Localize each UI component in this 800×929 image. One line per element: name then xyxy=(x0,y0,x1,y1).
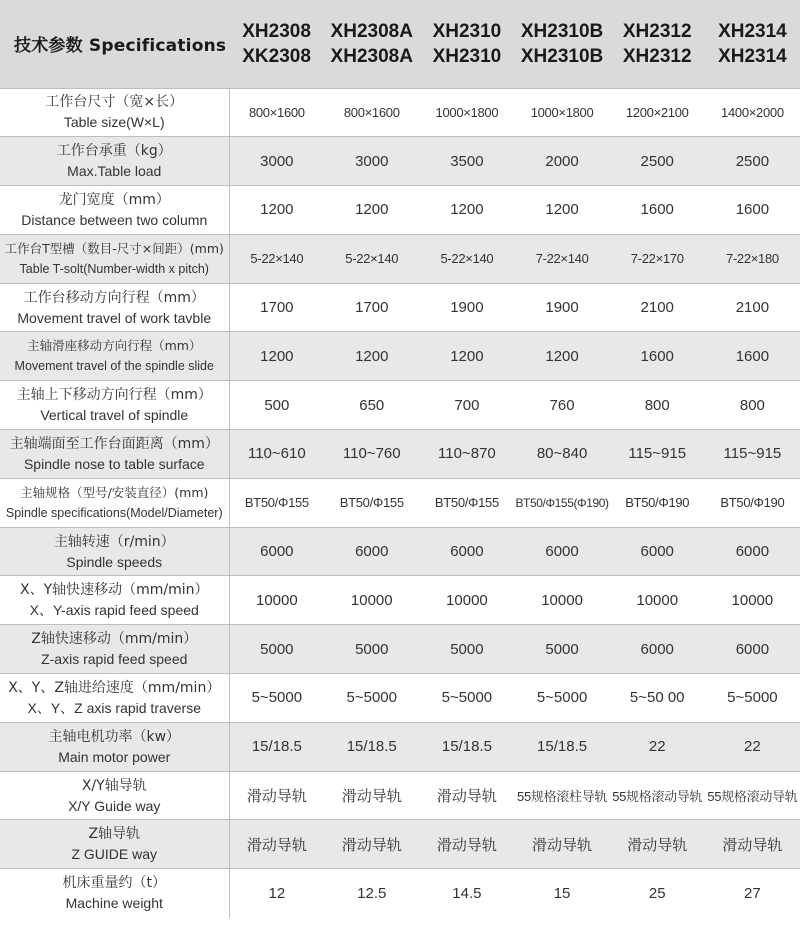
header-row xyxy=(0,0,800,88)
spec-value: 1200 xyxy=(355,347,389,365)
spec-value: 1200 xyxy=(260,347,294,365)
table-row xyxy=(0,722,800,771)
spec-value: 6000 xyxy=(640,543,674,561)
spec-value: 1400×2000 xyxy=(721,104,784,120)
spec-value: 滑动导轨 xyxy=(627,836,688,854)
table-row xyxy=(0,576,800,625)
spec-value: 3500 xyxy=(450,152,484,170)
row-label-english: Distance between two column xyxy=(21,211,208,228)
spec-value: 1900 xyxy=(450,299,484,317)
spec-value: 1200 xyxy=(450,347,484,365)
spec-value: BT50/Φ190 xyxy=(625,495,690,511)
row-label xyxy=(0,88,229,137)
table-row xyxy=(0,283,800,332)
table-row xyxy=(0,820,800,869)
row-label-english: Max.Table load xyxy=(67,163,162,180)
model-header xyxy=(610,0,705,88)
spec-value: 6000 xyxy=(640,640,674,658)
spec-value: 5~5000 xyxy=(536,689,588,707)
row-label xyxy=(0,381,229,430)
table-row xyxy=(0,674,800,723)
spec-value: 760 xyxy=(549,396,575,414)
spec-value: 1200×2100 xyxy=(625,104,689,120)
model-name-alt: XK2308 xyxy=(242,45,311,67)
spec-value: 5-22×140 xyxy=(440,251,494,267)
spec-value: 1900 xyxy=(545,299,579,317)
row-label-english: Spindle speeds xyxy=(66,553,163,570)
spec-value: 115~915 xyxy=(628,445,687,463)
spec-value: 7-22×180 xyxy=(725,251,779,267)
spec-value: 5000 xyxy=(545,640,579,658)
spec-value: 6000 xyxy=(355,543,389,561)
table-row xyxy=(0,527,800,576)
spec-value: 10000 xyxy=(731,591,774,609)
spec-value: 5-22×140 xyxy=(345,251,399,267)
spec-value: 滑动导轨 xyxy=(246,788,307,806)
spec-value: 15/18.5 xyxy=(441,738,492,756)
spec-value: 14.5 xyxy=(452,884,482,902)
spec-value: 55规格滚柱导轨 xyxy=(517,789,608,805)
model-name-alt: XH2308A xyxy=(330,45,413,67)
model-name-alt: XH2314 xyxy=(718,45,787,67)
spec-value: 2500 xyxy=(640,152,674,170)
spec-value: 2100 xyxy=(735,299,770,317)
spec-value: 1000×1800 xyxy=(435,104,499,120)
spec-value: BT50/Φ155(Φ190) xyxy=(515,495,609,510)
spec-value: 5~5000 xyxy=(251,689,303,707)
row-label-chinese: 主轴上下移动方向行程（mm） xyxy=(16,387,212,404)
spec-value: 12 xyxy=(268,884,286,902)
row-label-chinese: 主轴端面至工作台面距离（mm） xyxy=(9,435,219,452)
row-label-chinese: 主轴滑座移动方向行程（mm） xyxy=(27,338,202,354)
spec-value: 5~5000 xyxy=(727,689,778,707)
spec-value: 500 xyxy=(264,396,290,414)
table-row xyxy=(0,234,800,283)
model-name-alt: XH2310B xyxy=(520,45,604,67)
spec-value: 1200 xyxy=(545,347,579,365)
spec-value: 6000 xyxy=(450,543,484,561)
spec-value: 1200 xyxy=(545,201,579,219)
row-label-chinese: X、Y、Z轴进给速度（mm/min） xyxy=(8,679,221,696)
row-label-english: Machine weight xyxy=(65,895,163,912)
row-label-english: Z-axis rapid feed speed xyxy=(41,651,188,668)
spec-value: 110~610 xyxy=(247,445,306,463)
spec-value: 10000 xyxy=(541,591,583,609)
table-row xyxy=(0,137,800,186)
spec-value: 1000×1800 xyxy=(530,104,594,120)
row-label-chinese: 主轴转速（r/min） xyxy=(53,533,175,550)
row-label-chinese: X、Y轴快速移动（mm/min） xyxy=(19,582,209,599)
row-label-chinese: X/Y轴导轨 xyxy=(81,777,147,794)
row-label xyxy=(0,186,229,235)
row-label-chinese: 工作台T型槽（数目-尺寸×间距）(mm) xyxy=(4,240,224,256)
spec-value: 15/18.5 xyxy=(537,738,588,756)
spec-value: 650 xyxy=(359,396,385,414)
row-label xyxy=(0,527,229,576)
spec-value: BT50/Φ155 xyxy=(434,495,499,511)
spec-value: 800×1600 xyxy=(248,104,305,120)
spec-value: 10000 xyxy=(255,591,298,609)
spec-value: 滑动导轨 xyxy=(436,836,497,854)
spec-value: 22 xyxy=(744,738,761,756)
spec-value: 15/18.5 xyxy=(251,738,302,756)
row-label-chinese: 工作台移动方向行程（mm） xyxy=(23,289,205,306)
row-label xyxy=(0,674,229,723)
row-label-english: Spindle nose to table surface xyxy=(23,455,205,472)
spec-value: 800 xyxy=(644,396,670,414)
row-label xyxy=(0,722,229,771)
spec-value: 滑动导轨 xyxy=(341,788,402,806)
model-name: XH2312 xyxy=(622,20,692,42)
row-label xyxy=(0,771,229,820)
spec-value: 1600 xyxy=(640,201,674,219)
spec-value: 27 xyxy=(744,884,761,902)
spec-value: 6000 xyxy=(545,543,579,561)
spec-value: 115~915 xyxy=(723,445,782,463)
spec-value: 滑动导轨 xyxy=(246,836,307,854)
spec-value: 12.5 xyxy=(357,884,387,902)
row-label-english: Main motor power xyxy=(58,748,171,765)
row-label xyxy=(0,820,229,869)
row-label xyxy=(0,869,229,918)
spec-value: 滑动导轨 xyxy=(722,836,783,854)
spec-value: 6000 xyxy=(260,543,294,561)
row-label xyxy=(0,576,229,625)
spec-value: BT50/Φ155 xyxy=(244,495,309,511)
spec-value: 22 xyxy=(648,738,666,756)
table-row xyxy=(0,869,800,918)
spec-value: 2000 xyxy=(545,152,579,170)
row-label-chinese: 机床重量约（t） xyxy=(62,875,166,892)
spec-value: 110~760 xyxy=(342,445,401,463)
spec-value: 5-22×140 xyxy=(250,251,304,267)
row-label-english: Z GUIDE way xyxy=(71,846,158,863)
row-label-english: Movement travel of work tavble xyxy=(17,309,212,326)
row-label-english: Table size(W×L) xyxy=(63,114,165,131)
spec-value: 5000 xyxy=(260,640,294,658)
spec-value: 80~840 xyxy=(536,445,588,463)
row-label-chinese: Z轴导轨 xyxy=(88,826,141,843)
row-label-english: Spindle specifications(Model/Diameter) xyxy=(5,505,223,520)
spec-value: 7-22×140 xyxy=(535,251,589,267)
model-header xyxy=(514,0,609,88)
spec-value: 滑动导轨 xyxy=(341,836,402,854)
row-label-chinese: 工作台尺寸（宽×长） xyxy=(45,94,184,111)
model-name: XH2310 xyxy=(432,20,502,42)
row-label-chinese: 主轴规格（型号/安装直径）(mm) xyxy=(20,484,209,500)
spec-value: 1600 xyxy=(735,201,770,219)
specifications-heading: 技术参数 Specifications xyxy=(14,36,227,57)
spec-value: 55规格滚动导轨 xyxy=(707,789,798,805)
spec-value: 5000 xyxy=(450,640,484,658)
model-name: XH2308 xyxy=(242,20,311,42)
spec-value: 700 xyxy=(454,396,480,414)
row-label-english: Movement travel of the spindle slide xyxy=(14,359,214,374)
row-label-english: X、Y-axis rapid feed speed xyxy=(29,602,199,619)
row-label xyxy=(0,332,229,381)
model-header xyxy=(324,0,419,88)
row-label-chinese: 工作台承重（kg） xyxy=(56,143,172,160)
table-row xyxy=(0,186,800,235)
table-row xyxy=(0,381,800,430)
spec-value: 5~50 00 xyxy=(629,689,685,707)
row-label xyxy=(0,137,229,186)
spec-value: 15 xyxy=(553,884,571,902)
spec-value: 7-22×170 xyxy=(630,251,684,267)
spec-value: 55规格滚动导轨 xyxy=(612,789,703,805)
spec-value: 5~5000 xyxy=(346,689,397,707)
row-label-chinese: 龙门宽度（mm） xyxy=(58,191,170,208)
model-name: XH2308A xyxy=(330,20,413,42)
spec-value: 110~870 xyxy=(438,445,496,463)
row-label xyxy=(0,625,229,674)
spec-value: 800 xyxy=(739,396,765,414)
table-row xyxy=(0,478,800,527)
model-header xyxy=(229,0,324,88)
spec-value: 滑动导轨 xyxy=(436,788,497,806)
row-label-english: Vertical travel of spindle xyxy=(40,407,189,424)
spec-value: 滑动导轨 xyxy=(532,836,593,854)
model-name: XH2310B xyxy=(520,20,604,42)
spec-value: 10000 xyxy=(350,591,393,609)
spec-value: 3000 xyxy=(260,152,294,170)
row-label xyxy=(0,478,229,527)
model-name-alt: XH2312 xyxy=(622,45,692,67)
spec-value: 1700 xyxy=(355,299,389,317)
row-label xyxy=(0,430,229,479)
table-row xyxy=(0,88,800,137)
spec-value: 10000 xyxy=(446,591,488,609)
row-label-english: X、Y、Z axis rapid traverse xyxy=(27,699,201,716)
spec-value: 3000 xyxy=(355,152,389,170)
table-row xyxy=(0,771,800,820)
spec-value: 1600 xyxy=(640,347,674,365)
spec-value: 1200 xyxy=(355,201,389,219)
spec-value: 1700 xyxy=(260,299,294,317)
spec-value: 6000 xyxy=(735,543,770,561)
row-label-english: X/Y Guide way xyxy=(68,797,161,814)
spec-value: 5~5000 xyxy=(441,689,493,707)
spec-value: 5000 xyxy=(355,640,389,658)
spec-value: 800×1600 xyxy=(343,104,400,120)
spec-value: 2500 xyxy=(735,152,770,170)
spec-value: 25 xyxy=(648,884,666,902)
table-row xyxy=(0,625,800,674)
spec-value: 6000 xyxy=(735,640,770,658)
model-header xyxy=(705,0,800,88)
spec-value: BT50/Φ190 xyxy=(720,495,785,511)
model-header xyxy=(419,0,514,88)
row-label-english: Table T-solt(Number-width x pitch) xyxy=(19,261,209,276)
row-label-chinese: 主轴电机功率（kw） xyxy=(48,728,181,745)
spec-value: 10000 xyxy=(636,591,679,609)
spec-value: BT50/Φ155 xyxy=(339,495,404,511)
row-label-chinese: Z轴快速移动（mm/min） xyxy=(31,631,198,648)
specifications-body xyxy=(0,88,800,918)
row-label xyxy=(0,234,229,283)
row-label xyxy=(0,283,229,332)
spec-value: 1200 xyxy=(450,201,484,219)
table-row xyxy=(0,430,800,479)
spec-value: 2100 xyxy=(640,299,674,317)
spec-value: 15/18.5 xyxy=(346,738,397,756)
spec-value: 1600 xyxy=(735,347,770,365)
model-name: XH2314 xyxy=(718,20,787,42)
model-name-alt: XH2310 xyxy=(432,45,502,67)
table-row xyxy=(0,332,800,381)
spec-value: 1200 xyxy=(260,201,294,219)
